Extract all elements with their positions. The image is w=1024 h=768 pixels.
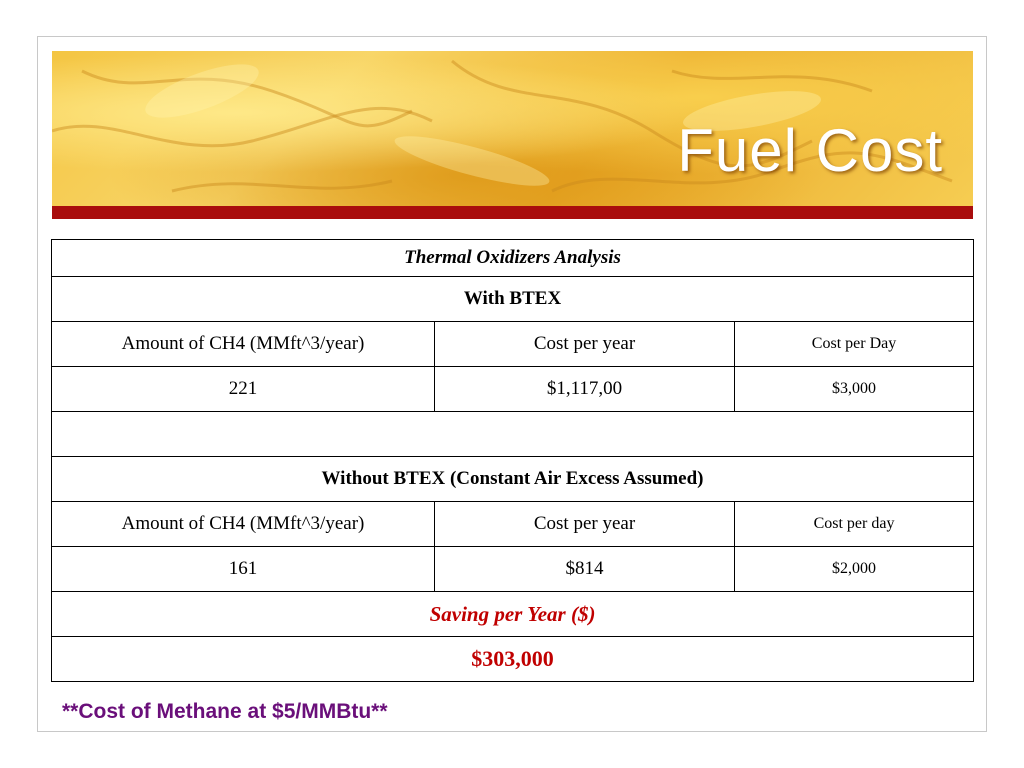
- section-heading-with-btex: With BTEX: [52, 277, 974, 322]
- saving-value: $303,000: [52, 637, 974, 682]
- column-header: Cost per year: [435, 322, 735, 367]
- table-row: [52, 240, 974, 277]
- column-header: Amount of CH4 (MMft^3/year): [52, 502, 435, 547]
- empty-row: [52, 412, 974, 457]
- table-row: [52, 502, 974, 547]
- column-header: Cost per year: [435, 502, 735, 547]
- table-cell: $2,000: [735, 547, 974, 592]
- table-row: [52, 322, 974, 367]
- table-row: [52, 637, 974, 682]
- table-row: [52, 367, 974, 412]
- column-header: Amount of CH4 (MMft^3/year): [52, 322, 435, 367]
- accent-bar: [52, 206, 973, 219]
- table-row: [52, 592, 974, 637]
- table-cell: $814: [435, 547, 735, 592]
- table-row: [52, 547, 974, 592]
- table-row: [52, 457, 974, 502]
- column-header: Cost per Day: [735, 322, 974, 367]
- table-cell: 221: [52, 367, 435, 412]
- slide-title: Fuel Cost: [677, 117, 943, 184]
- saving-label: Saving per Year ($): [52, 592, 974, 637]
- title-banner: [52, 51, 973, 206]
- table-cell: $1,117,00: [435, 367, 735, 412]
- fuel-cost-table: [51, 239, 974, 682]
- table-cell: 161: [52, 547, 435, 592]
- footnote: **Cost of Methane at $5/MMBtu**: [62, 700, 388, 723]
- table-row: [52, 412, 974, 457]
- table-cell: $3,000: [735, 367, 974, 412]
- section-heading-without-btex: Without BTEX (Constant Air Excess Assumed): [52, 457, 974, 502]
- column-header: Cost per day: [735, 502, 974, 547]
- table-caption: Thermal Oxidizers Analysis: [52, 240, 974, 277]
- table-row: [52, 277, 974, 322]
